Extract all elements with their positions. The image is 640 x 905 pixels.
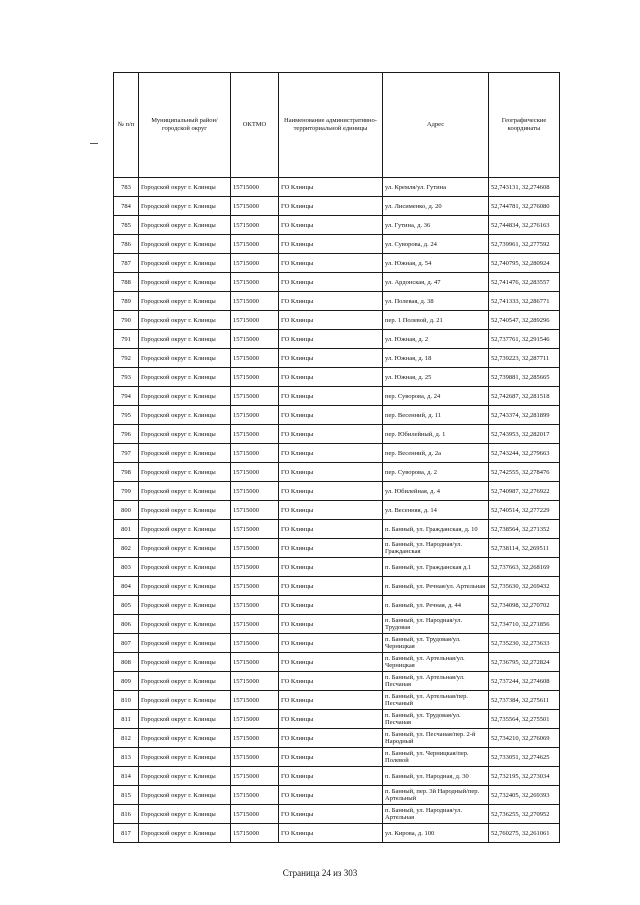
table-row (114, 691, 560, 710)
cell-oktmo: 15715000 (231, 653, 279, 672)
cell-oktmo: 15715000 (231, 558, 279, 577)
cell-unit-name: ГО Клинцы (279, 596, 383, 615)
cell-coordinates: 52,734210, 32,276069 (489, 729, 560, 748)
cell-municipality: Городской округ г. Клинцы (139, 520, 231, 539)
cell-oktmo: 15715000 (231, 425, 279, 444)
cell-unit-name: ГО Клинцы (279, 691, 383, 710)
cell-unit-name: ГО Клинцы (279, 520, 383, 539)
cell-number: 796 (114, 425, 139, 444)
cell-municipality: Городской округ г. Клинцы (139, 805, 231, 824)
cell-number: 784 (114, 197, 139, 216)
table-row (114, 634, 560, 653)
cell-oktmo: 15715000 (231, 349, 279, 368)
cell-oktmo: 15715000 (231, 197, 279, 216)
cell-municipality: Городской округ г. Клинцы (139, 672, 231, 691)
cell-unit-name: ГО Клинцы (279, 558, 383, 577)
cell-number: 815 (114, 786, 139, 805)
page-number: Страница 24 из 303 (282, 868, 358, 878)
cell-oktmo: 15715000 (231, 368, 279, 387)
cell-address: пер. Весенний, д. 2а (383, 444, 489, 463)
header-row (114, 73, 560, 178)
cell-municipality: Городской округ г. Клинцы (139, 444, 231, 463)
cell-address: п. Банный, ул. Речная, д. 44 (383, 596, 489, 615)
cell-unit-name: ГО Клинцы (279, 463, 383, 482)
cell-address: ул. Южная, д. 25 (383, 368, 489, 387)
cell-municipality: Городской округ г. Клинцы (139, 330, 231, 349)
header-address: Адрес (383, 73, 489, 178)
locations-table (113, 72, 560, 843)
cell-coordinates: 52,741333, 32,286771 (489, 292, 560, 311)
cell-unit-name: ГО Клинцы (279, 406, 383, 425)
cell-number: 793 (114, 368, 139, 387)
cell-oktmo: 15715000 (231, 501, 279, 520)
cell-address: ул. Юбилейная, д. 4 (383, 482, 489, 501)
cell-unit-name: ГО Клинцы (279, 273, 383, 292)
table-row (114, 710, 560, 729)
cell-address: п. Банный, ул. Гражданская д.1 (383, 558, 489, 577)
table-row (114, 482, 560, 501)
cell-address: ул. Кирова, д. 100 (383, 824, 489, 843)
cell-oktmo: 15715000 (231, 577, 279, 596)
cell-unit-name: ГО Клинцы (279, 748, 383, 767)
cell-oktmo: 15715000 (231, 767, 279, 786)
table-row (114, 824, 560, 843)
cell-coordinates: 52,734098, 32,270702 (489, 596, 560, 615)
cell-address: пер. Юбилейный, д. 1 (383, 425, 489, 444)
table-row (114, 653, 560, 672)
table-row (114, 672, 560, 691)
cell-municipality: Городской округ г. Клинцы (139, 482, 231, 501)
cell-coordinates: 52,732195, 32,273034 (489, 767, 560, 786)
table-row (114, 311, 560, 330)
table-row (114, 463, 560, 482)
cell-municipality: Городской округ г. Клинцы (139, 463, 231, 482)
cell-unit-name: ГО Клинцы (279, 311, 383, 330)
cell-number: 803 (114, 558, 139, 577)
cell-number: 810 (114, 691, 139, 710)
cell-unit-name: ГО Клинцы (279, 767, 383, 786)
cell-address: п. Банный, ул. Народная/ул. Артельная (383, 805, 489, 824)
cell-address: ул. Кремля/ул. Гутина (383, 178, 489, 197)
cell-unit-name: ГО Клинцы (279, 216, 383, 235)
cell-coordinates: 52,740987, 32,276922 (489, 482, 560, 501)
cell-coordinates: 52,741476, 32,283557 (489, 273, 560, 292)
cell-municipality: Городской округ г. Клинцы (139, 558, 231, 577)
table-row (114, 615, 560, 634)
table-row (114, 520, 560, 539)
cell-unit-name: ГО Клинцы (279, 254, 383, 273)
table-row (114, 235, 560, 254)
cell-coordinates: 52,740547, 32,289296 (489, 311, 560, 330)
cell-address: ул. Ардонская, д. 47 (383, 273, 489, 292)
cell-unit-name: ГО Клинцы (279, 197, 383, 216)
cell-address: п. Банный, ул. Речная/ул. Артельная (383, 577, 489, 596)
cell-municipality: Городской округ г. Клинцы (139, 387, 231, 406)
table-row (114, 273, 560, 292)
table-row (114, 767, 560, 786)
cell-address: п. Банный, ул. Песчаная/пер. 2-й Народный (383, 729, 489, 748)
cell-municipality: Городской округ г. Клинцы (139, 786, 231, 805)
cell-oktmo: 15715000 (231, 254, 279, 273)
cell-number: 785 (114, 216, 139, 235)
cell-coordinates: 52,760275, 32,261061 (489, 824, 560, 843)
cell-number: 786 (114, 235, 139, 254)
header-number: № п/п (114, 73, 139, 178)
cell-number: 783 (114, 178, 139, 197)
cell-coordinates: 52,738114, 32,269511 (489, 539, 560, 558)
header-unit-name: Наименование административно-территориальной единицы (279, 73, 383, 178)
cell-coordinates: 52,733051, 32,274625 (489, 748, 560, 767)
cell-address: пер. Суворова, д. 2 (383, 463, 489, 482)
cell-coordinates: 52,734710, 32,271856 (489, 615, 560, 634)
cell-oktmo: 15715000 (231, 691, 279, 710)
table-row (114, 292, 560, 311)
cell-address: п. Банный, ул. Трудовая/ул. Песчаная (383, 710, 489, 729)
cell-unit-name: ГО Клинцы (279, 444, 383, 463)
cell-municipality: Городской округ г. Клинцы (139, 653, 231, 672)
cell-coordinates: 52,737384, 32,275611 (489, 691, 560, 710)
cell-address: п. Банный, ул. Гражданская, д. 10 (383, 520, 489, 539)
cell-unit-name: ГО Клинцы (279, 824, 383, 843)
cell-oktmo: 15715000 (231, 520, 279, 539)
cell-oktmo: 15715000 (231, 729, 279, 748)
cell-municipality: Городской округ г. Клинцы (139, 178, 231, 197)
cell-municipality: Городской округ г. Клинцы (139, 539, 231, 558)
cell-address: ул. Южная, д. 18 (383, 349, 489, 368)
cell-oktmo: 15715000 (231, 178, 279, 197)
cell-oktmo: 15715000 (231, 748, 279, 767)
cell-coordinates: 52,739881, 32,285665 (489, 368, 560, 387)
margin-mark (90, 143, 98, 144)
cell-coordinates: 52,742555, 32,278476 (489, 463, 560, 482)
table-row (114, 558, 560, 577)
cell-number: 811 (114, 710, 139, 729)
cell-municipality: Городской округ г. Клинцы (139, 748, 231, 767)
cell-number: 788 (114, 273, 139, 292)
table-row (114, 349, 560, 368)
cell-address: пер. Весенний, д. 11 (383, 406, 489, 425)
cell-address: п. Банный, ул. Артельная/ул. Песчаная (383, 672, 489, 691)
cell-number: 817 (114, 824, 139, 843)
cell-number: 814 (114, 767, 139, 786)
cell-number: 804 (114, 577, 139, 596)
cell-municipality: Городской округ г. Клинцы (139, 577, 231, 596)
cell-municipality: Городской округ г. Клинцы (139, 349, 231, 368)
cell-number: 805 (114, 596, 139, 615)
cell-number: 791 (114, 330, 139, 349)
cell-oktmo: 15715000 (231, 311, 279, 330)
cell-oktmo: 15715000 (231, 786, 279, 805)
cell-number: 790 (114, 311, 139, 330)
cell-address: п. Банный, ул. Артельная/пер. Песчаный (383, 691, 489, 710)
cell-oktmo: 15715000 (231, 273, 279, 292)
cell-unit-name: ГО Клинцы (279, 615, 383, 634)
cell-coordinates: 52,739961, 32,277592 (489, 235, 560, 254)
cell-number: 795 (114, 406, 139, 425)
cell-coordinates: 52,743244, 32,279663 (489, 444, 560, 463)
cell-number: 809 (114, 672, 139, 691)
cell-coordinates: 52,743374, 32,281899 (489, 406, 560, 425)
table-row (114, 178, 560, 197)
cell-oktmo: 15715000 (231, 596, 279, 615)
cell-municipality: Городской округ г. Клинцы (139, 596, 231, 615)
cell-coordinates: 52,740514, 32,277229 (489, 501, 560, 520)
cell-number: 799 (114, 482, 139, 501)
cell-number: 801 (114, 520, 139, 539)
cell-unit-name: ГО Клинцы (279, 235, 383, 254)
cell-unit-name: ГО Клинцы (279, 178, 383, 197)
cell-unit-name: ГО Клинцы (279, 710, 383, 729)
cell-coordinates: 52,735564, 32,275501 (489, 710, 560, 729)
header-oktmo: ОКТМО (231, 73, 279, 178)
cell-oktmo: 15715000 (231, 216, 279, 235)
table-row (114, 216, 560, 235)
cell-number: 807 (114, 634, 139, 653)
cell-oktmo: 15715000 (231, 463, 279, 482)
cell-number: 789 (114, 292, 139, 311)
cell-address: п. Банный, пер. 3й Народный/пер. Артельный (383, 786, 489, 805)
cell-coordinates: 52,740795, 32,280924 (489, 254, 560, 273)
cell-coordinates: 52,739223, 32,287711 (489, 349, 560, 368)
table-row (114, 539, 560, 558)
table-row (114, 406, 560, 425)
cell-number: 787 (114, 254, 139, 273)
cell-number: 812 (114, 729, 139, 748)
cell-unit-name: ГО Клинцы (279, 539, 383, 558)
cell-address: ул. Лисименко, д. 20 (383, 197, 489, 216)
cell-municipality: Городской округ г. Клинцы (139, 729, 231, 748)
table-row (114, 425, 560, 444)
cell-unit-name: ГО Клинцы (279, 368, 383, 387)
cell-municipality: Городской округ г. Клинцы (139, 767, 231, 786)
table-row (114, 330, 560, 349)
cell-municipality: Городской округ г. Клинцы (139, 273, 231, 292)
cell-oktmo: 15715000 (231, 539, 279, 558)
cell-municipality: Городской округ г. Клинцы (139, 311, 231, 330)
cell-municipality: Городской округ г. Клинцы (139, 615, 231, 634)
cell-oktmo: 15715000 (231, 805, 279, 824)
cell-oktmo: 15715000 (231, 330, 279, 349)
table-row (114, 368, 560, 387)
cell-number: 797 (114, 444, 139, 463)
cell-coordinates: 52,736795, 32,272824 (489, 653, 560, 672)
cell-unit-name: ГО Клинцы (279, 349, 383, 368)
cell-address: п. Банный, ул. Трудовая/ул. Черницкая (383, 634, 489, 653)
cell-municipality: Городской округ г. Клинцы (139, 710, 231, 729)
cell-number: 806 (114, 615, 139, 634)
cell-oktmo: 15715000 (231, 672, 279, 691)
cell-municipality: Городской округ г. Клинцы (139, 292, 231, 311)
table-row (114, 501, 560, 520)
table-header (114, 73, 560, 178)
cell-unit-name: ГО Клинцы (279, 330, 383, 349)
cell-municipality: Городской округ г. Клинцы (139, 501, 231, 520)
table-row (114, 805, 560, 824)
cell-number: 813 (114, 748, 139, 767)
cell-coordinates: 52,738564, 32,271352 (489, 520, 560, 539)
cell-coordinates: 52,732405, 32,269393 (489, 786, 560, 805)
cell-coordinates: 52,743953, 32,282017 (489, 425, 560, 444)
cell-unit-name: ГО Клинцы (279, 634, 383, 653)
cell-address: п. Банный, ул. Народная/ул. Гражданская (383, 539, 489, 558)
table-row (114, 387, 560, 406)
cell-municipality: Городской округ г. Клинцы (139, 197, 231, 216)
cell-municipality: Городской округ г. Клинцы (139, 216, 231, 235)
cell-oktmo: 15715000 (231, 387, 279, 406)
cell-address: ул. Южная, д. 54 (383, 254, 489, 273)
cell-oktmo: 15715000 (231, 406, 279, 425)
cell-unit-name: ГО Клинцы (279, 387, 383, 406)
cell-unit-name: ГО Клинцы (279, 786, 383, 805)
cell-number: 794 (114, 387, 139, 406)
cell-unit-name: ГО Клинцы (279, 653, 383, 672)
cell-address: п. Банный, ул. Артельная/ул. Черницкая (383, 653, 489, 672)
cell-unit-name: ГО Клинцы (279, 672, 383, 691)
cell-address: п. Банный, ул. Народная, д. 30 (383, 767, 489, 786)
cell-address: пер. Суворова, д. 24 (383, 387, 489, 406)
cell-municipality: Городской округ г. Клинцы (139, 634, 231, 653)
cell-unit-name: ГО Клинцы (279, 729, 383, 748)
cell-coordinates: 52,743131, 32,274608 (489, 178, 560, 197)
cell-municipality: Городской округ г. Клинцы (139, 254, 231, 273)
cell-coordinates: 52,737761, 32,291546 (489, 330, 560, 349)
cell-number: 816 (114, 805, 139, 824)
cell-address: пер. 1 Полевой, д. 21 (383, 311, 489, 330)
table-row (114, 444, 560, 463)
cell-coordinates: 52,737244, 32,274608 (489, 672, 560, 691)
cell-number: 792 (114, 349, 139, 368)
cell-address: п. Банный, ул. Черницкая/пер. Полевой (383, 748, 489, 767)
cell-number: 800 (114, 501, 139, 520)
cell-address: ул. Весенняя, д. 14 (383, 501, 489, 520)
cell-oktmo: 15715000 (231, 615, 279, 634)
cell-oktmo: 15715000 (231, 235, 279, 254)
cell-address: ул. Суворова, д. 24 (383, 235, 489, 254)
cell-municipality: Городской округ г. Клинцы (139, 691, 231, 710)
cell-oktmo: 15715000 (231, 444, 279, 463)
header-municipality: Муниципальный район/городской округ (139, 73, 231, 178)
cell-address: ул. Южная, д. 2 (383, 330, 489, 349)
cell-number: 798 (114, 463, 139, 482)
table-row (114, 197, 560, 216)
cell-number: 802 (114, 539, 139, 558)
cell-coordinates: 52,744781, 32,276080 (489, 197, 560, 216)
cell-coordinates: 52,735630, 32,269432 (489, 577, 560, 596)
table-row (114, 748, 560, 767)
cell-oktmo: 15715000 (231, 634, 279, 653)
cell-unit-name: ГО Клинцы (279, 805, 383, 824)
header-coordinates: Географические координаты (489, 73, 560, 178)
cell-unit-name: ГО Клинцы (279, 501, 383, 520)
cell-coordinates: 52,737663, 32,268169 (489, 558, 560, 577)
table-row (114, 254, 560, 273)
cell-address: ул. Гутина, д. 36 (383, 216, 489, 235)
cell-address: ул. Полевая, д. 38 (383, 292, 489, 311)
table-row (114, 786, 560, 805)
cell-municipality: Городской округ г. Клинцы (139, 824, 231, 843)
cell-coordinates: 52,736255, 32,270952 (489, 805, 560, 824)
cell-unit-name: ГО Клинцы (279, 425, 383, 444)
cell-coordinates: 52,744834, 32,276163 (489, 216, 560, 235)
table-row (114, 729, 560, 748)
cell-oktmo: 15715000 (231, 482, 279, 501)
cell-coordinates: 52,742687, 32,281518 (489, 387, 560, 406)
cell-number: 808 (114, 653, 139, 672)
cell-unit-name: ГО Клинцы (279, 292, 383, 311)
table-body (114, 178, 560, 843)
cell-unit-name: ГО Клинцы (279, 577, 383, 596)
cell-municipality: Городской округ г. Клинцы (139, 235, 231, 254)
cell-municipality: Городской округ г. Клинцы (139, 425, 231, 444)
cell-address: п. Банный, ул. Народная/ул. Трудовая (383, 615, 489, 634)
cell-coordinates: 52,735230, 32,273633 (489, 634, 560, 653)
cell-oktmo: 15715000 (231, 292, 279, 311)
cell-municipality: Городской округ г. Клинцы (139, 368, 231, 387)
cell-unit-name: ГО Клинцы (279, 482, 383, 501)
table-row (114, 596, 560, 615)
cell-oktmo: 15715000 (231, 824, 279, 843)
cell-municipality: Городской округ г. Клинцы (139, 406, 231, 425)
table-row (114, 577, 560, 596)
cell-oktmo: 15715000 (231, 710, 279, 729)
